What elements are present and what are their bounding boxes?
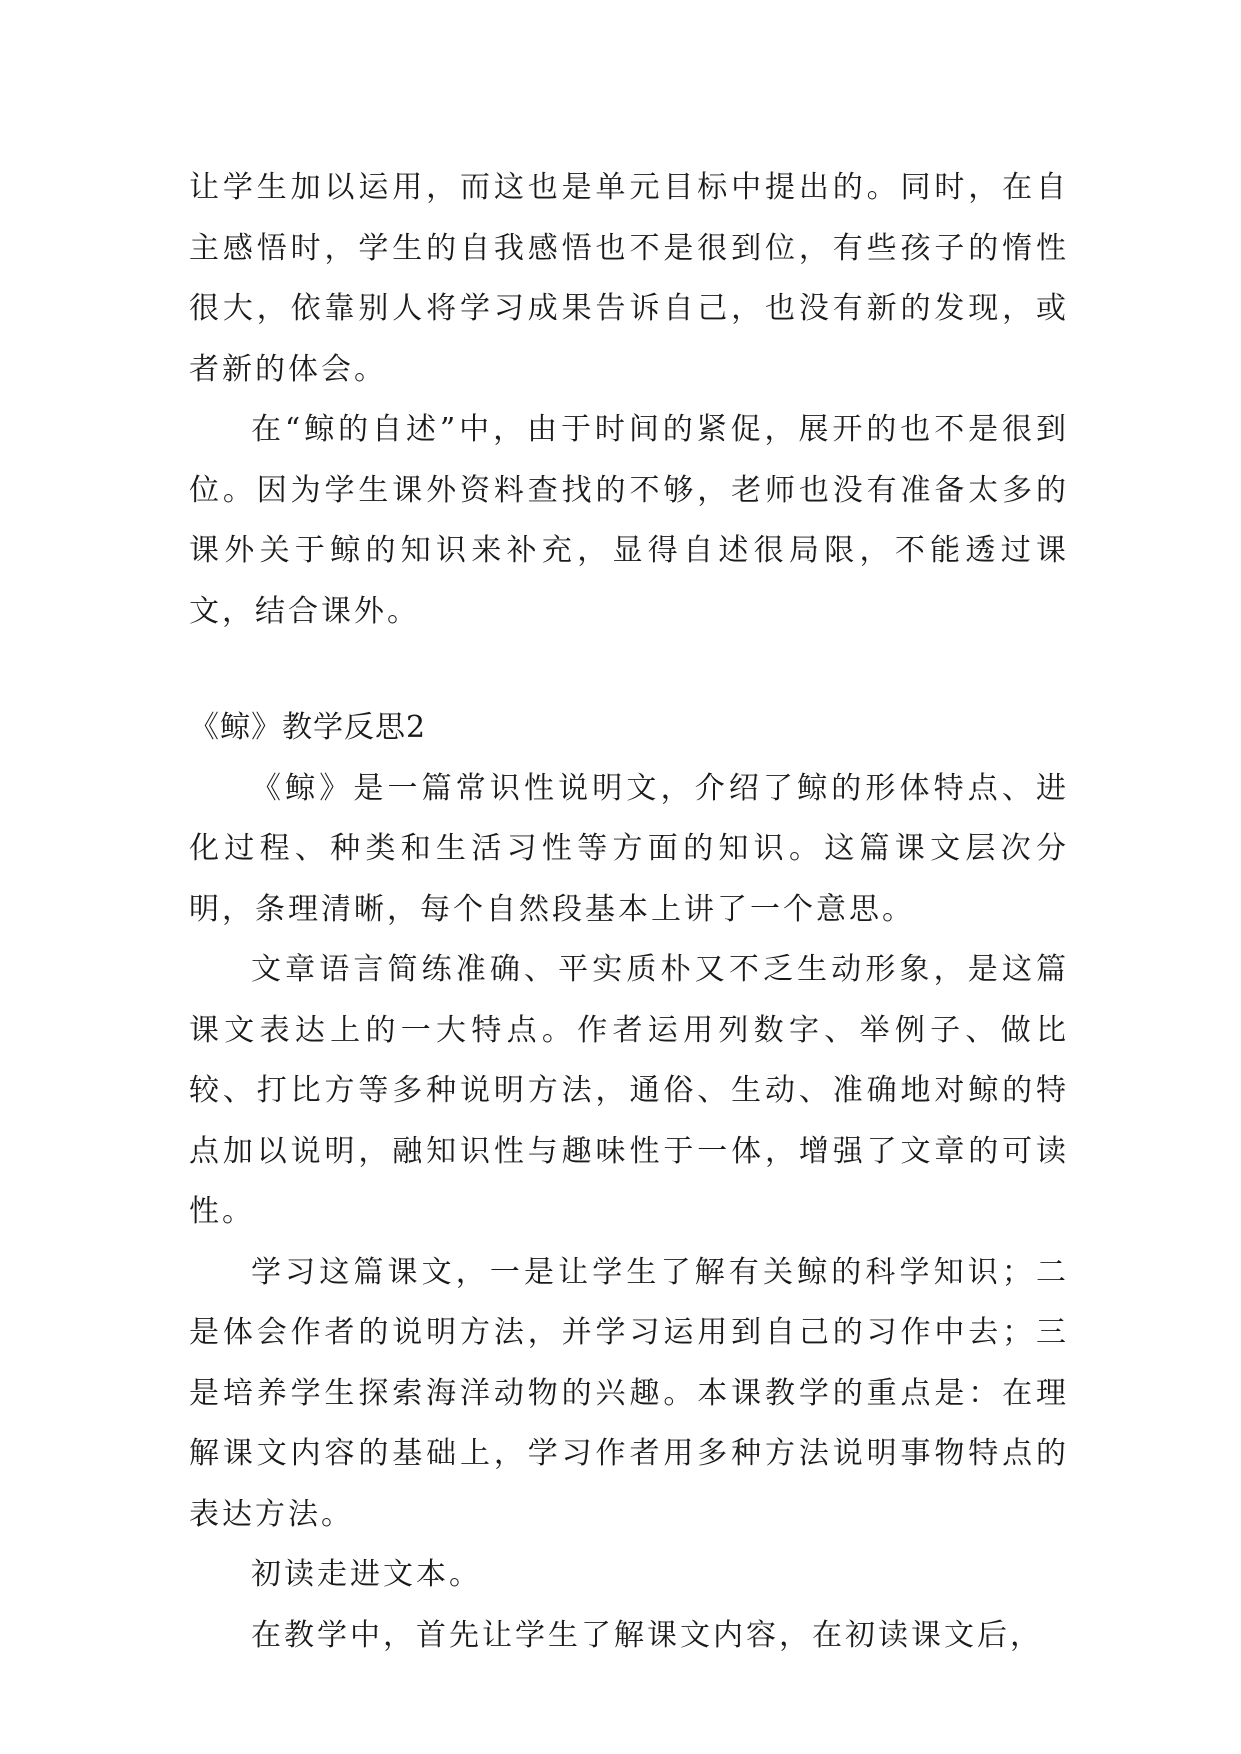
paragraph-whale-self-statement: 在“鲸的自述”中，由于时间的紧促，展开的也不是很到位。因为学生课外资料查找的不够，老师也没有准备太多的课外关于鲸的知识来补充，显得自述很局限，不能透过课文，结合课外。	[189, 412, 1069, 629]
continued-paragraph: 让学生加以运用，而这也是单元目标中提出的。同时，在自主感悟时，学生的自我感悟也不是很到位，有些孩子的惰性很大，依靠别人将学习成果告诉自己，也没有新的发现，或者新的体会。	[189, 170, 1069, 387]
paragraph: 《鲸》是一篇常识性说明文，介绍了鲸的形体特点、进化过程、种类和生活习性等方面的知识。这篇课文层次分明，条理清晰，每个自然段基本上讲了一个意思。	[189, 770, 1069, 927]
paragraph-subheading: 初读走进文本。	[251, 1557, 482, 1592]
paragraph: 学习这篇课文，一是让学生了解有关鲸的科学知识；二是体会作者的说明方法，并学习运用到自己的习作中去；三是培养学生探索海洋动物的兴趣。本课教学的重点是：在理解课文内容的基础上，学习作者用多种方法说明事物特点的表达方法。	[189, 1254, 1069, 1532]
paragraph: 文章语言简练准确、平实质朴又不乏生动形象，是这篇课文表达上的一大特点。作者运用列数字、举例子、做比较、打比方等多种说明方法，通俗、生动、准确地对鲸的特点加以说明，融知识性与趣味性于一体，增强了文章的可读性。	[189, 952, 1069, 1229]
paragraph: 在教学中，首先让学生了解课文内容，在初读课文后，	[251, 1617, 1043, 1653]
document-body	[189, 158, 1069, 1666]
section-title: 《鲸》教学反思2	[189, 710, 427, 745]
